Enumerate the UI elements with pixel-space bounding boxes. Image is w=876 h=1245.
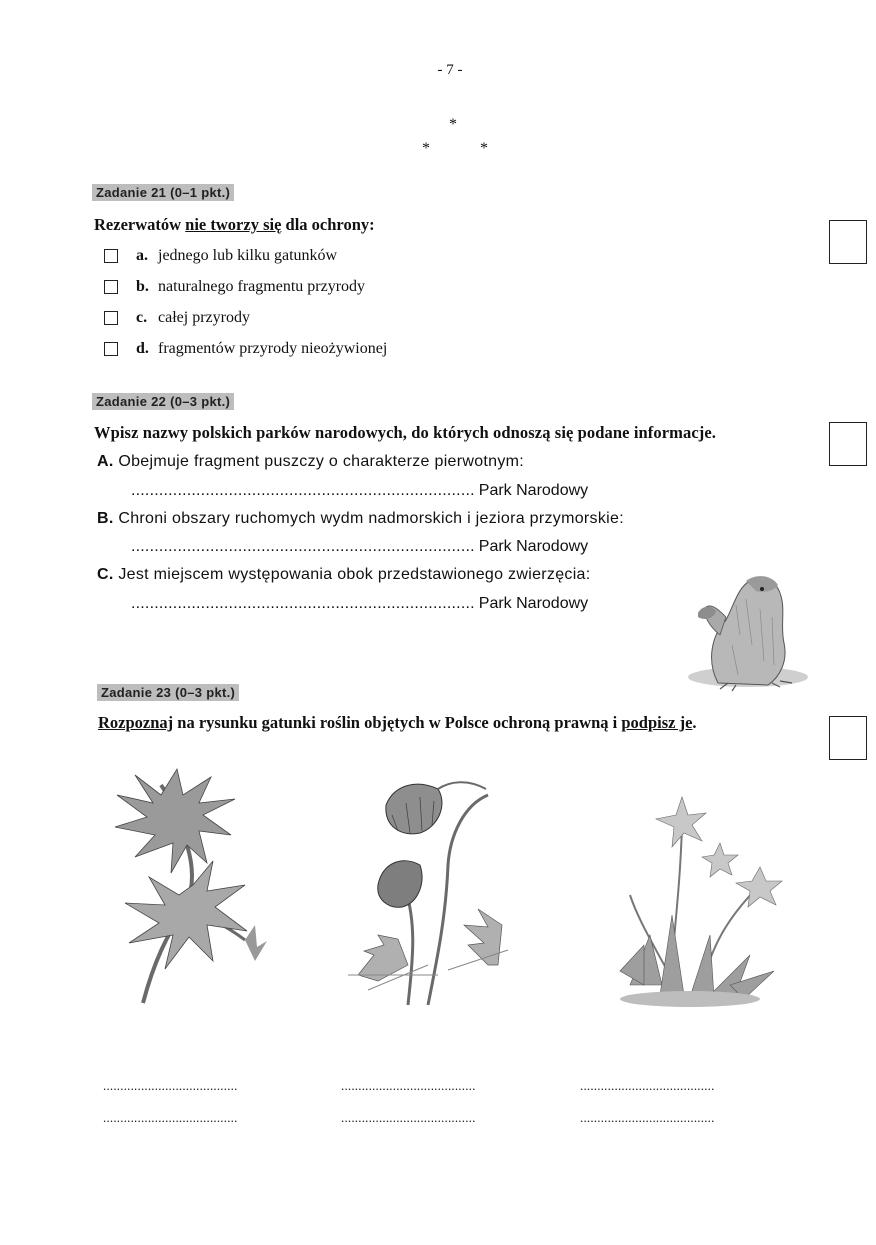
item-letter: A.	[97, 453, 114, 470]
separator-star: *	[480, 140, 488, 157]
answer-field-a[interactable]	[131, 482, 588, 500]
answer-line-plant-3[interactable]: .......................................	[580, 1110, 715, 1125]
option-checkbox[interactable]	[104, 280, 118, 294]
task-23-question	[98, 713, 697, 733]
option-checkbox[interactable]	[104, 311, 118, 325]
answer-dots: ..........................................................................	[131, 538, 475, 555]
task-22-item-c	[97, 566, 591, 584]
answer-line-plant-2[interactable]: .......................................	[341, 1110, 476, 1125]
question-text: na rysunku gatunki roślin objętych w Polsce ochroną prawną i	[173, 713, 622, 732]
answer-dots: ..........................................................................	[131, 482, 475, 499]
item-text: Jest miejscem występowania obok przedstawionego zwierzęcia:	[118, 566, 591, 583]
park-suffix: Park Narodowy	[478, 595, 589, 612]
score-box-task-21[interactable]	[829, 220, 867, 264]
item-letter: B.	[97, 510, 114, 527]
option-letter: a.	[136, 247, 148, 264]
item-text: Obejmuje fragment puszczy o charakterze pierwotnym:	[118, 453, 525, 470]
option-text: całej przyrody	[158, 309, 250, 326]
option-a[interactable]	[104, 247, 337, 265]
item-letter: C.	[97, 566, 114, 583]
score-box-task-23[interactable]	[829, 716, 867, 760]
score-box-task-22[interactable]	[829, 422, 867, 466]
option-letter: d.	[136, 340, 149, 357]
marmot-illustration	[676, 565, 812, 695]
task-22-item-b	[97, 510, 624, 528]
question-text: Rezerwatów	[94, 215, 186, 234]
plant-illustration-3	[610, 785, 790, 1015]
answer-line-plant-2[interactable]: .......................................	[341, 1078, 476, 1093]
answer-field-c[interactable]	[131, 595, 588, 613]
question-emphasis: podpisz je	[621, 713, 693, 732]
option-c[interactable]	[104, 309, 250, 327]
answer-line-plant-1[interactable]: .......................................	[103, 1078, 238, 1093]
option-checkbox[interactable]	[104, 342, 118, 356]
option-text: naturalnego fragmentu przyrody	[158, 278, 366, 295]
page-number: - 7 -	[437, 62, 463, 78]
option-letter: b.	[136, 278, 149, 295]
item-text: Chroni obszary ruchomych wydm nadmorskich i jeziora przymorskie:	[118, 510, 624, 527]
plant-illustration-1	[95, 765, 270, 1015]
separator-star: *	[422, 140, 430, 157]
park-suffix: Park Narodowy	[478, 538, 589, 555]
option-text: jednego lub kilku gatunków	[158, 247, 338, 264]
question-text: dla ochrony:	[281, 215, 375, 234]
option-checkbox[interactable]	[104, 249, 118, 263]
answer-line-plant-1[interactable]: .......................................	[103, 1110, 238, 1125]
plant-illustration-2	[338, 775, 528, 1020]
option-text: fragmentów przyrody nieożywionej	[158, 340, 388, 357]
answer-dots: ..........................................................................	[131, 595, 475, 612]
task-22-item-a	[97, 453, 524, 471]
task-22-question: Wpisz nazwy polskich parków narodowych, do których odnoszą się podane informacje.	[94, 423, 717, 442]
option-letter: c.	[136, 309, 148, 326]
park-suffix: Park Narodowy	[478, 482, 589, 499]
question-emphasis: Rozpoznaj	[98, 713, 174, 732]
task-23-label: Zadanie 23 (0–3 pkt.)	[97, 684, 239, 701]
answer-line-plant-3[interactable]: .......................................	[580, 1078, 715, 1093]
task-21-label: Zadanie 21 (0–1 pkt.)	[92, 184, 234, 201]
question-emphasis: nie tworzy się	[185, 215, 282, 234]
option-d[interactable]	[104, 340, 387, 358]
answer-field-b[interactable]	[131, 538, 588, 556]
task-22-label: Zadanie 22 (0–3 pkt.)	[92, 393, 234, 410]
task-21-question	[94, 215, 375, 235]
option-b[interactable]	[104, 278, 365, 296]
question-text: .	[692, 713, 697, 732]
separator-star: *	[449, 116, 457, 133]
